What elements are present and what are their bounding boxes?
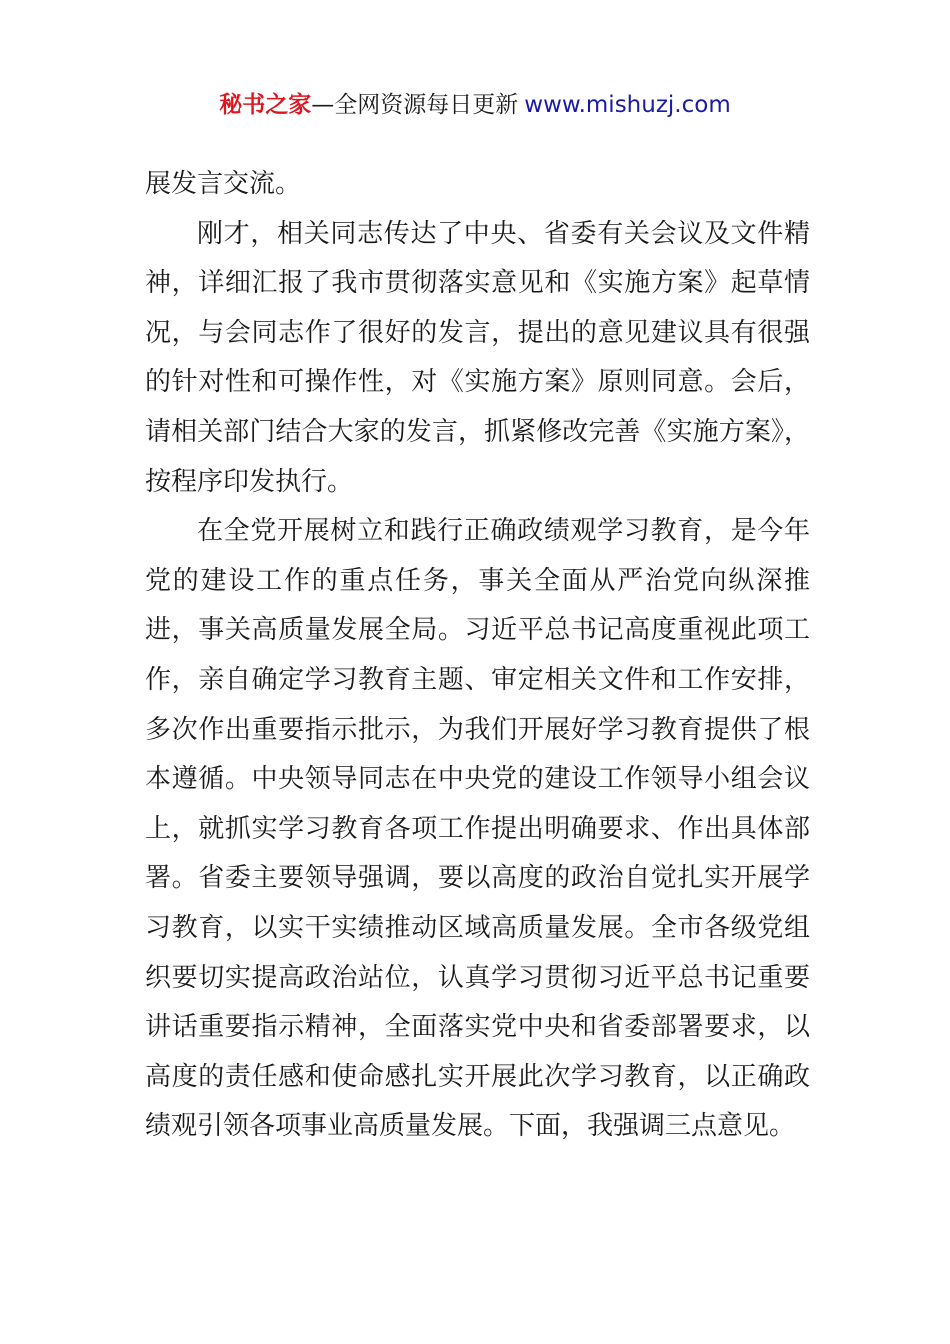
page-header [0,88,950,122]
paragraph-meeting-summary: 刚才，相关同志传达了中央、省委有关会议及文件精神，详细汇报了我市贯彻落实意见和《实施方案》起草情况，与会同志作了很好的发言，提出的意见建议具有很强的针对性和可操作性，对《实施方案》原则同意。会后，请相关部门结合大家的发言，抓紧修改完善《实施方案》，按程序印发执行。 [145,218,810,497]
site-url-link[interactable]: www.mishuzj.com [524,92,731,118]
paragraph-continuation: 展发言交流。 [145,169,302,199]
site-brand: 秘书之家 [219,92,312,118]
paragraph-education-importance: 在全党开展树立和践行正确政绩观学习教育，是今年党的建设工作的重点任务，事关全面从严治党向纵深推进，事关高质量发展全局。习近平总书记高度重视此项工作，亲自确定学习教育主题、审定相关文件和工作安排，多次作出重要指示批示，为我们开展好学习教育提供了根本遵循。中央领导同志在中央党的建设工作领导小组会议上，就抓实学习教育各项工作提出明确要求、作出具体部署。省委主要领导强调，要以高度的政治自觉扎实开展学习教育，以实干实绩推动区域高质量发展。全市各级党组织要切实提高政治站位，认真学习贯彻习近平总书记重要讲话重要指示精神，全面落实党中央和省委部署要求，以高度的责任感和使命感扎实开展此次学习教育，以正确政绩观引领各项事业高质量发展。下面，我强调三点意见。 [145,516,810,1142]
site-tagline: —全网资源每日更新 [311,92,519,118]
document-body [145,160,810,1152]
